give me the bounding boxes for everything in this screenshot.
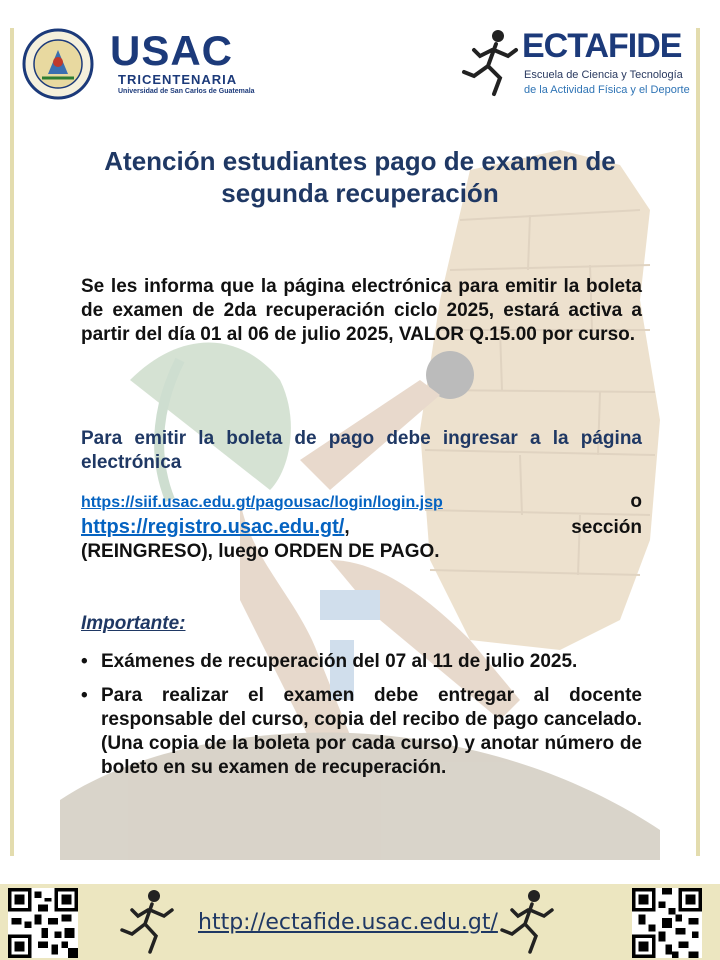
page-title: Atención estudiantes pago de examen de segunda recuperación	[104, 146, 616, 208]
list-item	[81, 650, 642, 674]
left-frame-bar	[10, 28, 14, 856]
important-list	[81, 650, 642, 790]
registro-link[interactable]: https://registro.usac.edu.gt/	[81, 516, 345, 538]
links-block	[81, 490, 642, 564]
reingreso-text: (REINGRESO), luego ORDEN DE PAGO.	[81, 541, 440, 562]
list-item-text: Para realizar el examen debe entregar al docente responsable del curso, copia del recibo de pago cancelado. (Una copia de la boleta por cada curso) y anotar número de boleto en su examen de recuperación.	[101, 685, 642, 778]
qr-code-icon	[632, 888, 702, 958]
usac-title: USAC	[110, 27, 234, 74]
usac-seal-icon	[22, 28, 94, 100]
list-item	[81, 684, 642, 780]
ectafide-subtitle-line1: Escuela de Ciencia y Tecnología	[524, 69, 683, 81]
list-item-text: Exámenes de recuperación del 07 al 11 de julio 2025.	[101, 651, 578, 672]
usac-subtitle: TRICENTENARIA	[118, 72, 238, 87]
section-word: sección	[571, 517, 642, 538]
important-label: Importante:	[81, 613, 186, 634]
runner-icon	[458, 26, 524, 98]
footer	[0, 884, 720, 960]
bullet-marker: •	[81, 651, 88, 672]
website-link[interactable]: http://ectafide.usac.edu.gt/	[198, 910, 498, 935]
link-connector: o	[630, 491, 642, 512]
link-comma: ,	[344, 517, 350, 538]
info-paragraph: Se les informa que la página electrónica para emitir la boleta de examen de 2da recuperación ciclo 2025, estará activa a partir del día 01 al 06 de julio 2025, VALOR Q.15.00 por curso.	[81, 276, 642, 345]
usac-university-name: Universidad de San Carlos de Guatemala	[118, 88, 255, 95]
runner-icon	[118, 886, 178, 956]
siif-payment-link[interactable]: https://siif.usac.edu.gt/pagousac/login/login.jsp	[81, 494, 443, 511]
runner-icon	[498, 886, 558, 956]
instructions-paragraph: Para emitir la boleta de pago debe ingresar a la página electrónica	[81, 428, 642, 473]
ectafide-subtitle-line2: de la Actividad Física y el Deporte	[524, 84, 690, 96]
qr-code-icon	[8, 888, 78, 958]
right-frame-bar	[696, 28, 700, 856]
header	[0, 0, 720, 110]
bullet-marker: •	[81, 685, 88, 706]
ectafide-title: ECTAFIDE	[522, 27, 682, 65]
